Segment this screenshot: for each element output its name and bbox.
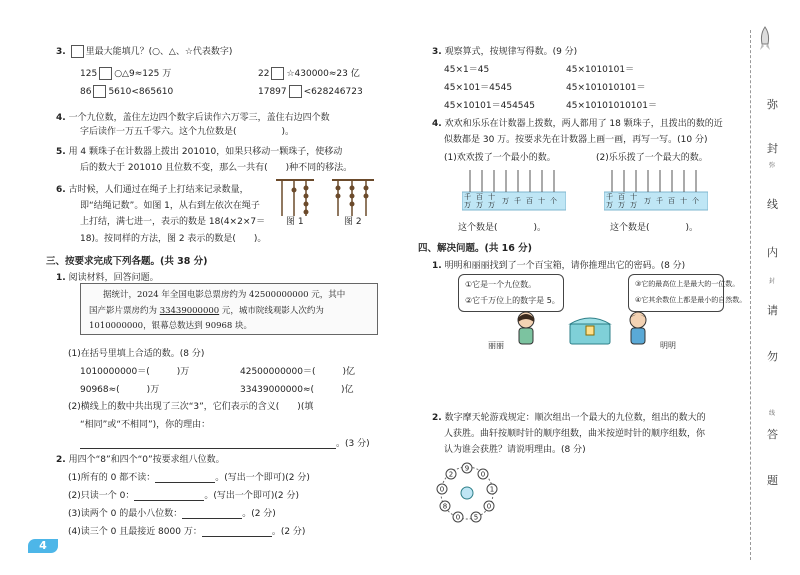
- girl-name: 丽丽: [488, 341, 504, 350]
- boy-speech-bubble: ③它的最高位上是最大的一位数。 ④它其余数位上都是最小的自然数。: [628, 274, 724, 312]
- sub-question-2: (2)横线上的数中共出现了三次“3”，它们表示的含义( )(填: [68, 402, 314, 412]
- rocket-icon: [758, 26, 772, 52]
- q3-item-c: 86 5610<865610: [80, 87, 174, 97]
- binding-dashed-line: [750, 30, 751, 560]
- girl-speech-bubble: ①它是一个九位数。 ②它千万位上的数字是 5。: [458, 274, 564, 312]
- p2-item-3: (3)读两个 0 的最小八位数： 。(2 分): [68, 509, 276, 519]
- wheel-digit: 0: [455, 513, 461, 522]
- question-r4-line2: 似数都是 30 万。按要求先在计数器上画一画，再写一写。(10 分): [444, 135, 708, 145]
- reason-line: “相同”或“不相同”)，你的理由：: [80, 420, 211, 430]
- seal-text-char: 答: [767, 428, 778, 441]
- answer-blank[interactable]: [155, 473, 215, 483]
- girl-illustration: [512, 310, 540, 348]
- abacus-2[interactable]: 千万 百万 十万 万 千 百 十 个: [604, 168, 708, 212]
- part-r2: 2. 数字摩天轮游戏规定：顺次组出一个最大的九位数，组出的数大的: [432, 413, 706, 423]
- treasure-chest-icon: [568, 314, 612, 346]
- equation: 45×10101＝454545: [444, 101, 535, 111]
- seal-small-char: 封: [769, 278, 776, 285]
- seal-text-char: 封: [767, 142, 778, 155]
- part-2: 2. 用四个“8”和四个“0”按要求组八位数。: [56, 455, 225, 465]
- equation-blank[interactable]: 45×101010101＝: [566, 83, 646, 93]
- wheel-digit: 9: [464, 464, 470, 473]
- material-line-1: 据统计，2024 年全国电影总票房约为 42500000000 元，其中: [103, 290, 346, 300]
- part-r1: 1. 明明和丽丽找到了一个百宝箱，请你推理出它的密码。(8 分): [432, 261, 686, 271]
- part-1: 1. 阅读材料，回答问题。: [56, 273, 159, 283]
- wheel-digit: 2: [448, 470, 454, 479]
- seal-text-char: 题: [767, 474, 778, 487]
- seal-text-char: 线: [767, 198, 778, 211]
- sub-question-1: (1)在括号里填上合适的数。(8 分): [68, 349, 205, 359]
- fill-item[interactable]: 90968≈( )万: [80, 385, 160, 395]
- equation: 45×101＝4545: [444, 83, 513, 93]
- reading-material-box: [80, 283, 378, 335]
- section-4-title: 四、解决问题。(共 16 分): [418, 243, 533, 254]
- abacus-1[interactable]: 千万 百万 十万 万 千 百 十 个: [462, 168, 566, 212]
- boy-name: 明明: [660, 341, 676, 350]
- wheel-digit: 8: [442, 502, 448, 511]
- fill-item[interactable]: 1010000000＝( )万: [80, 367, 190, 377]
- answer-box[interactable]: [99, 67, 112, 80]
- question-5-line2: 后的数大于 201010 且位数不变，那么一共有( )种不同的移法。: [80, 163, 353, 173]
- answer-blank[interactable]: [202, 527, 272, 537]
- wheel-digit: 0: [480, 470, 486, 479]
- question-3: [56, 44, 232, 58]
- page-number: 4: [28, 539, 58, 553]
- q3-item-b: 22 ☆430000≈23 亿: [258, 69, 360, 79]
- question-6: 6. 古时候，人们通过在绳子上打结来记录数量，: [56, 185, 249, 195]
- material-line-3: 1010000000，银幕总数达到 90968 块。: [89, 321, 253, 331]
- p2-item-4: (4)读三个 0 且最接近 8000 万： 。(2 分): [68, 527, 306, 537]
- wheel-digit: 0: [439, 485, 445, 494]
- wheel-digit: 5: [473, 513, 479, 522]
- seal-small-char: 线: [769, 410, 776, 417]
- question-4: 4. 一个九位数，盖住左边四个数字后读作六万零三，盖住右边四个数: [56, 113, 330, 123]
- seal-text-char: 勿: [767, 350, 778, 363]
- underlined-number: 33439000000: [159, 306, 220, 316]
- question-4-line2: 字后读作一万五千零六。这个九位数是( )。: [80, 127, 295, 137]
- question-6-line3: 上打结，满七进一，表示的数是 18(4×2×7＝: [80, 217, 266, 227]
- seal-text-char: 请: [767, 304, 778, 317]
- answer-blank[interactable]: [182, 509, 242, 519]
- boy-illustration: [624, 310, 652, 348]
- sub-question-b: (2)乐乐拨了一个最大的数。: [596, 153, 708, 163]
- part-r2-line2: 人获胜。曲轩按顺时针的顺序组数，曲米按逆时针的顺序组数，你: [444, 429, 706, 439]
- abacus-1-answer[interactable]: 这个数是( )。: [458, 223, 547, 233]
- sub-question-a: (1)欢欢拨了一个最小的数。: [444, 153, 556, 163]
- answer-box[interactable]: [71, 45, 84, 58]
- equation-blank[interactable]: 45×1010101＝: [566, 65, 635, 75]
- figure-1-caption: 图 1: [286, 217, 304, 227]
- material-line-2: 国产影片票房约为 33439000000 元，城市院线观影人次约为: [89, 306, 324, 316]
- q3-item-a: 125 ○△9≈125 万: [80, 69, 172, 79]
- seal-text-char: 内: [767, 246, 778, 259]
- question-6-line4: 18)。按同样的方法，图 2 表示的数是( )。: [80, 234, 267, 244]
- question-5: 5. 用 4 颗珠子在计数器上拨出 201010，如果只移动一颗珠子，使移动: [56, 147, 343, 157]
- question-text: 里最大能填几？(○、△、☆代表数字): [85, 47, 233, 57]
- part-r2-line3: 认为谁会获胜？请说明理由。(8 分): [444, 445, 586, 455]
- seal-text-char: 弥: [767, 98, 778, 111]
- section-3-title: 三、按要求完成下列各题。(共 38 分): [46, 256, 208, 267]
- equation-blank[interactable]: 45×10101010101＝: [566, 101, 657, 111]
- question-r3: 3. 观察算式，按规律写得数。(9 分): [432, 47, 578, 57]
- seal-small-char: 弥: [769, 162, 776, 169]
- p2-item-1: (1)所有的 0 都不读： 。(写出一个即可)(2 分): [68, 473, 310, 483]
- reason-line-2: 。(3 分): [80, 436, 370, 449]
- wheel-digit: 1: [489, 485, 495, 494]
- question-number: 3.: [56, 47, 66, 57]
- answer-box[interactable]: [271, 67, 284, 80]
- equation: 45×1＝45: [444, 65, 490, 75]
- figure-2-caption: 图 2: [344, 217, 362, 227]
- answer-blank[interactable]: [134, 491, 204, 501]
- fill-item[interactable]: 33439000000≈( )亿: [240, 385, 354, 395]
- q3-item-d: 17897 <628246723: [258, 87, 363, 97]
- answer-box[interactable]: [289, 85, 302, 98]
- answer-blank[interactable]: [80, 439, 336, 449]
- p2-item-2: (2)只读一个 0： 。(写出一个即可)(2 分): [68, 491, 299, 501]
- wheel-digit: 0: [486, 502, 492, 511]
- number-ferris-wheel: [436, 462, 498, 524]
- question-r4: 4. 欢欢和乐乐在计数器上拨数，两人都用了 18 颗珠子，且拨出的数的近: [432, 119, 723, 129]
- abacus-2-answer[interactable]: 这个数是( )。: [610, 223, 699, 233]
- question-6-line2: 即“结绳记数”。如图 1，从右到左依次在绳子: [80, 201, 260, 211]
- answer-box[interactable]: [93, 85, 106, 98]
- fill-item[interactable]: 42500000000＝( )亿: [240, 367, 356, 377]
